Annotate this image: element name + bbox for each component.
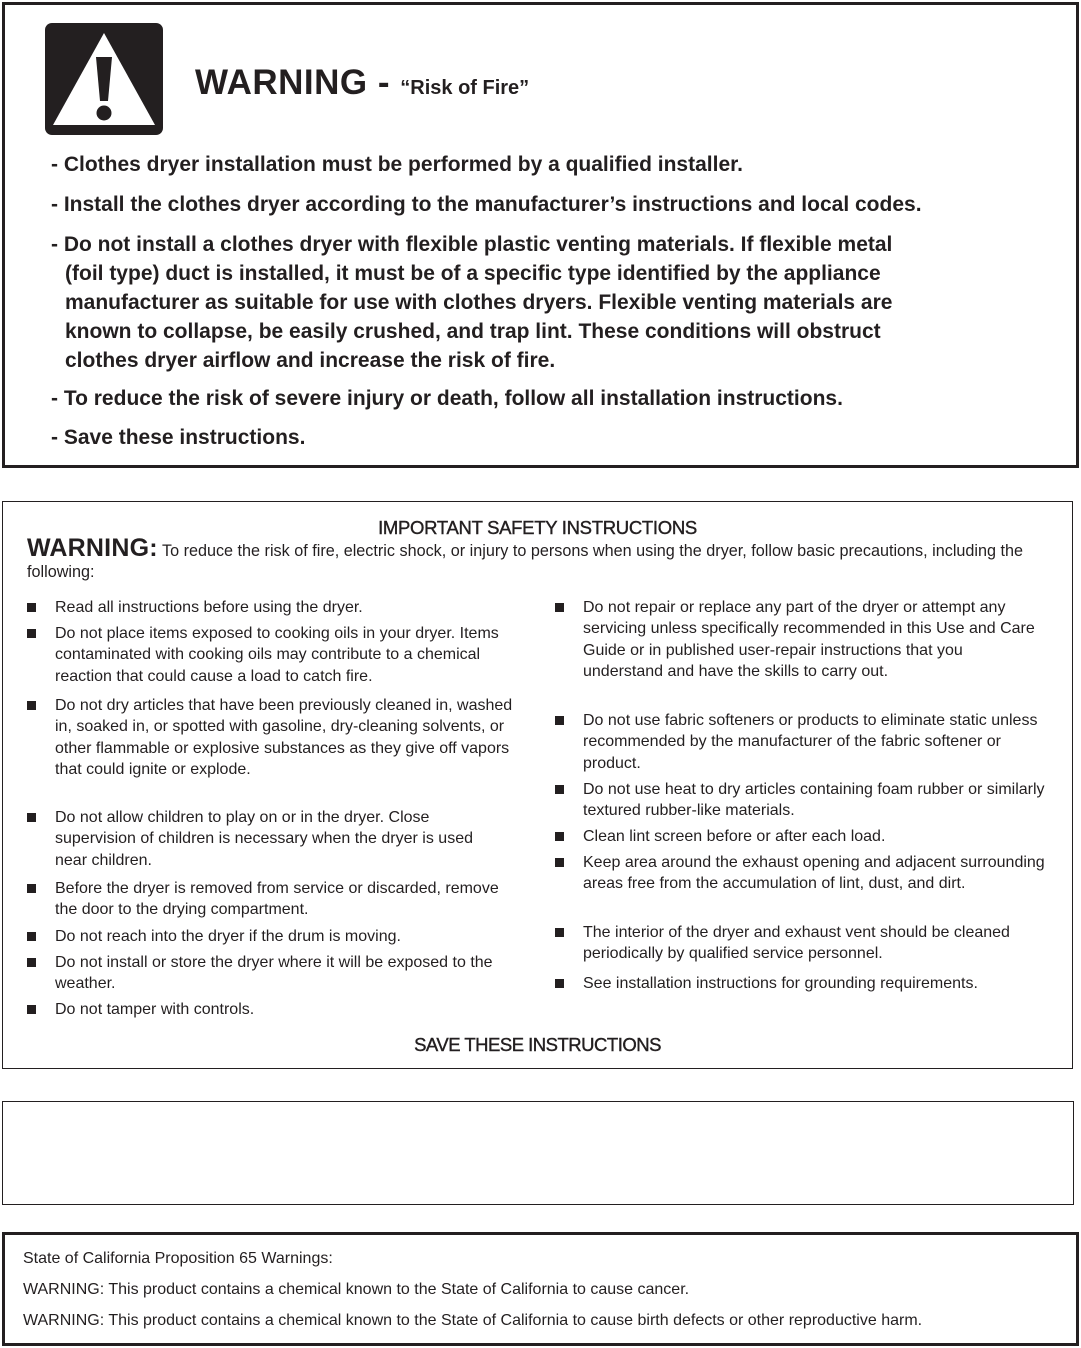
fire-warning-label: WARNING [195, 63, 368, 102]
safety-list-item: Do not tamper with controls. [55, 999, 535, 1020]
fire-warning-subtitle: “Risk of Fire” [400, 77, 530, 99]
prop65-title: State of California Proposition 65 Warnings: [23, 1250, 333, 1267]
fire-warning-item: - Do not install a clothes dryer with flexible plastic venting materials. If flexible metal [51, 233, 893, 256]
safety-list-item: Do not dry articles that have been previously cleaned in, washed in, soaked in, or spotted with gasoline, dry-cleaning solvents, or other flammable or explosive substances as they give off vapors that could ignite or explode. [55, 695, 525, 780]
bullet-square-icon [27, 884, 36, 893]
safety-list-item: Do not use fabric softeners or products to eliminate static unless recommended by the manufacturer of the fabric softener or product. [583, 710, 1058, 774]
fire-warning-item: - To reduce the risk of severe injury or death, follow all installation instructions. [51, 387, 843, 410]
safety-list-item: Keep area around the exhaust opening and adjacent surrounding areas free from the accumulation of lint, dust, and dirt. [583, 852, 1053, 895]
safety-warning-label: WARNING: [27, 534, 158, 562]
safety-list-item: Do not repair or replace any part of the dryer or attempt any servicing unless specifically recommended in this Use and Care Guide or in published user-repair instructions that you understand and have the skills to carry out. [583, 597, 1038, 682]
safety-heading: IMPORTANT SAFETY INSTRUCTIONS [378, 517, 697, 538]
safety-list-item: The interior of the dryer and exhaust vent should be cleaned periodically by qualified service personnel. [583, 922, 1023, 965]
prop65-warning-cancer: WARNING: This product contains a chemical known to the State of California to cause cancer. [23, 1281, 690, 1298]
safety-warning [27, 534, 1057, 583]
safety-list-item: Do not install or store the dryer where it will be exposed to the weather. [55, 952, 515, 995]
bullet-square-icon [555, 832, 564, 841]
fire-warning-box [2, 2, 1079, 468]
bullet-square-icon [555, 785, 564, 794]
bullet-square-icon [555, 716, 564, 725]
bullet-square-icon [555, 979, 564, 988]
fire-warning-title [195, 63, 529, 103]
fire-warning-item: - Save these instructions. [51, 426, 306, 449]
bullet-square-icon [27, 932, 36, 941]
bullet-square-icon [555, 928, 564, 937]
bullet-square-icon [555, 603, 564, 612]
warning-triangle-icon [45, 23, 163, 135]
save-instructions-heading: SAVE THESE INSTRUCTIONS [414, 1034, 661, 1055]
safety-list-item: Do not use heat to dry articles containing foam rubber or similarly textured rubber-like materials. [583, 779, 1048, 822]
bullet-square-icon [27, 603, 36, 612]
safety-instructions-box [2, 501, 1073, 1069]
fire-warning-dash: - [367, 63, 401, 102]
safety-warning-text: To reduce the risk of fire, electric shock, or injury to persons when using the dryer, follow basic precautions, including the following: [27, 542, 1024, 581]
fire-warning-item-cont: (foil type) duct is installed, it must be of a specific type identified by the appliance [65, 262, 881, 285]
safety-list-item: Do not reach into the dryer if the drum is moving. [55, 926, 535, 947]
fire-warning-item: - Install the clothes dryer according to the manufacturer’s instructions and local codes. [51, 193, 922, 216]
bullet-square-icon [27, 958, 36, 967]
bullet-square-icon [27, 813, 36, 822]
safety-list-item: Do not allow children to play on or in the dryer. Close supervision of children is necessary when the dryer is used near children. [55, 807, 505, 871]
safety-list-item: Clean lint screen before or after each load. [583, 826, 1063, 847]
fire-warning-item-cont: known to collapse, be easily crushed, and trap lint. These conditions will obstruct [65, 320, 881, 343]
bullet-square-icon [27, 1005, 36, 1014]
safety-list-item: Before the dryer is removed from service or discarded, remove the door to the drying compartment. [55, 878, 505, 921]
prop65-warning-birth-defects: WARNING: This product contains a chemical known to the State of California to cause birth defects or other reproductive harm. [23, 1312, 923, 1329]
fire-warning-item-cont: manufacturer as suitable for use with clothes dryers. Flexible venting materials are [65, 291, 893, 314]
safety-list-item: See installation instructions for grounding requirements. [583, 973, 1063, 994]
bullet-square-icon [555, 858, 564, 867]
fire-warning-item-cont: clothes dryer airflow and increase the risk of fire. [65, 349, 556, 372]
bullet-square-icon [27, 629, 36, 638]
prop65-warning-box [2, 1232, 1079, 1346]
empty-notice-box [2, 1101, 1074, 1205]
safety-list-item: Do not place items exposed to cooking oils in your dryer. Items contaminated with cooking oils may contribute to a chemical reaction that could cause a load to catch fire. [55, 623, 535, 687]
safety-list-item: Read all instructions before using the dryer. [55, 597, 535, 618]
bullet-square-icon [27, 701, 36, 710]
fire-warning-item: - Clothes dryer installation must be performed by a qualified installer. [51, 153, 743, 176]
